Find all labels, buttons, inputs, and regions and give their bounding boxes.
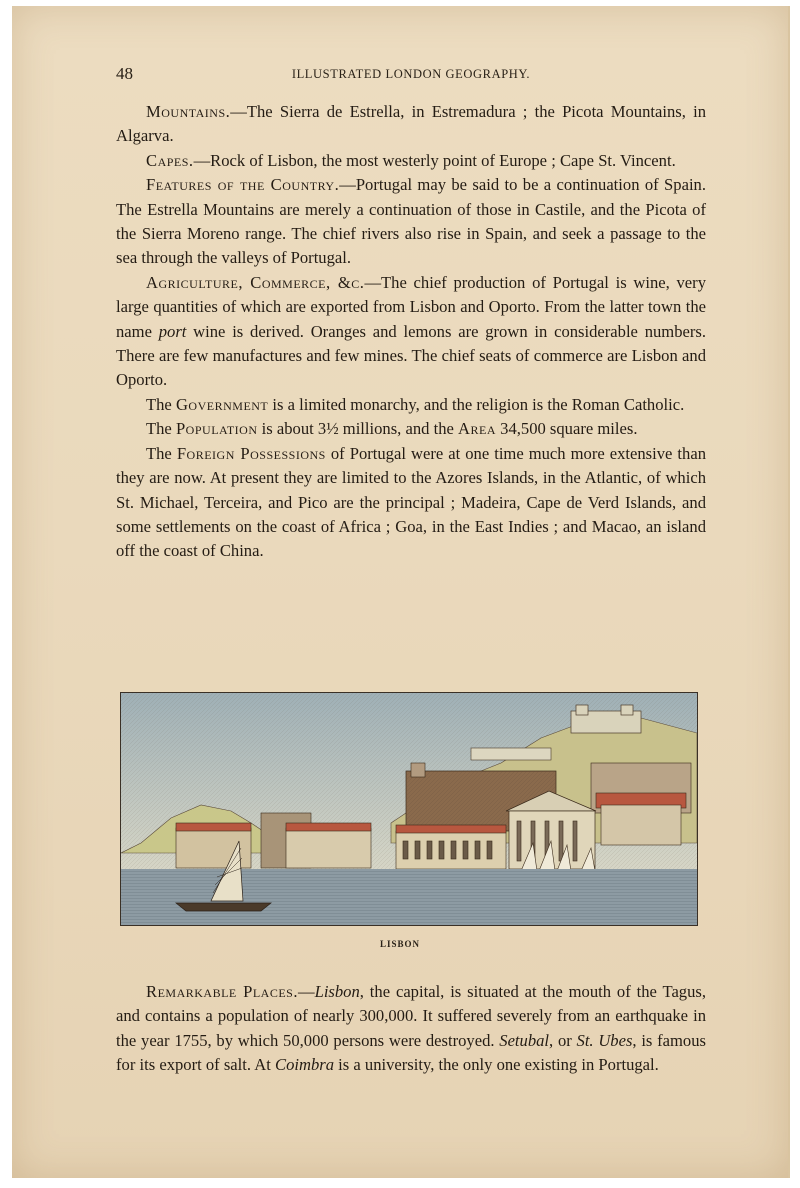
heading-foreign: Foreign Possessions (176, 443, 326, 463)
heading-features: Features of the Country. (146, 175, 340, 195)
text-remarkable-3: , is famous for its export of salt. At (116, 1030, 706, 1075)
paragraph-features (116, 173, 706, 271)
text-government: is a limited monarchy, and the religion is the Roman Catholic. (268, 394, 685, 414)
place-coimbra: Coimbra (275, 1055, 335, 1075)
lead-population: The (146, 419, 176, 439)
place-lisbon: Lisbon (314, 982, 360, 1001)
heading-capes: Capes. (146, 150, 194, 170)
paragraph-remarkable-places (116, 980, 706, 1078)
text-population-2: 34,500 square miles. (496, 419, 638, 439)
lisbon-illustration (120, 692, 698, 926)
heading-mountains: Mountains. (146, 102, 231, 121)
text-agriculture-1: —The chief production of Portugal is wine, very large quantities of which are exported from Lisbon and Oporto. From the latter town the name (116, 272, 706, 341)
text-capes: —Rock of Lisbon, the most westerly point of Europe ; Cape St. Vincent. (193, 150, 676, 170)
page-header (116, 64, 706, 86)
text-features: —Portugal may be said to be a continuation of Spain. The Estrella Mountains are merely a continuation of those in Castile, and the Picota of the Sierra Moreno range. The chief rivers also rise in Spain, and seek a passage to the sea through the valleys of Portugal. (116, 175, 707, 268)
text-remarkable-1: , the capital, is situated at the mouth of the Tagus, and contains a population of nearly 300,000. It suffered severely from an earthquake in the year 1755, by which 50,000 persons were destroyed. (116, 982, 707, 1050)
heading-agriculture: Agriculture, Commerce, &c. (146, 272, 365, 292)
text-foreign: of Portugal were at one time much more extensive than they are now. At present they are limited to the Azores Islands, in the Atlantic, of which St. Michael, Terceira, and Pico are the principal ; Madeira, Cape de Verd Islands, and some settlements on the coast of Africa ; Goa, in the East Indies ; and Macao, an island off the coast of China. (116, 443, 706, 561)
lead-foreign: The (146, 443, 177, 463)
heading-population: Population (175, 419, 258, 439)
paragraph-mountains (116, 100, 706, 149)
lead-government: The (146, 394, 176, 414)
heading-remarkable-places: Remarkable Places. (146, 982, 298, 1001)
text-block-bottom (116, 980, 706, 1078)
paragraph-agriculture (116, 271, 706, 393)
paragraph-government (116, 393, 706, 417)
text-block-top (116, 100, 706, 564)
emphasis-port: port (158, 321, 187, 341)
text-mountains: —The Sierra de Estrella, in Estremadura ; the Picota Mountains, in Algarva. (116, 102, 706, 146)
heading-area: Area (458, 419, 496, 439)
text-population-1: is about 3½ millions, and the (257, 419, 459, 439)
lisbon-engraving (121, 693, 697, 925)
paragraph-capes (116, 149, 706, 173)
text-agriculture-2: wine is derived. Oranges and lemons are grown in considerable numbers. There are few manufactures and few mines. The chief seats of commerce are Lisbon and Oporto. (116, 321, 706, 390)
running-title: ILLUSTRATED LONDON GEOGRAPHY. (291, 67, 531, 81)
dash-remarkable: — (298, 982, 315, 1001)
text-remarkable-2: , or (549, 1030, 577, 1050)
place-setubal: Setubal (499, 1030, 550, 1050)
paragraph-foreign (116, 442, 706, 564)
text-remarkable-4: is a university, the only one existing in Portugal. (334, 1055, 659, 1075)
heading-government: Government (175, 394, 269, 414)
page-number: 48 (116, 64, 133, 83)
illustration-caption: LISBON (379, 939, 420, 949)
place-st-ubes: St. Ubes (576, 1030, 633, 1050)
paragraph-population (116, 417, 706, 441)
